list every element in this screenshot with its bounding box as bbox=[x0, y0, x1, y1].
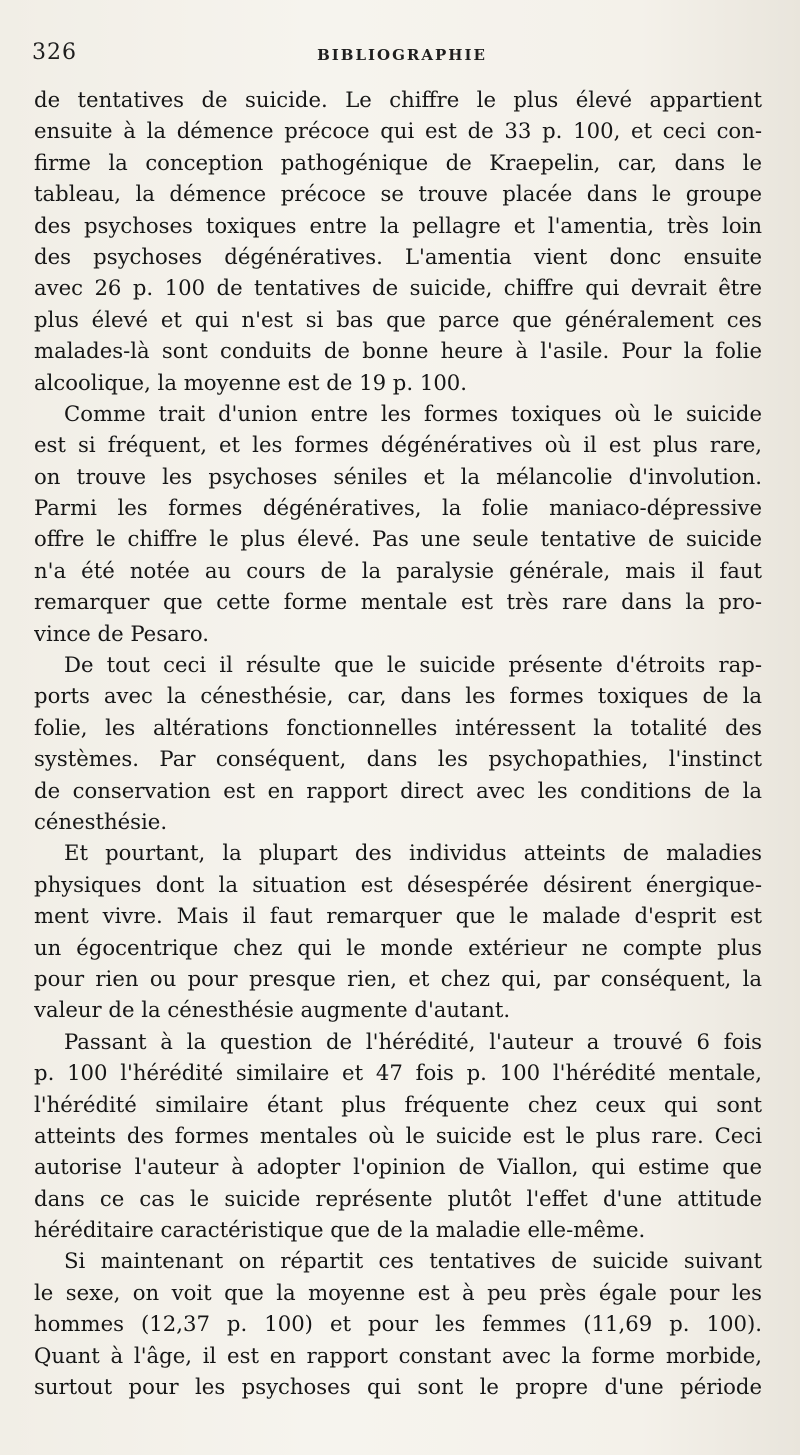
text-line: n'a été notée au cours de la paralysie générale, mais il faut bbox=[34, 557, 762, 583]
text-line: ment vivre. Mais il faut remarquer que le malade d'esprit est bbox=[34, 903, 762, 929]
text-line: dans ce cas le suicide représente plutôt l'effet d'une attitude bbox=[34, 1185, 762, 1211]
text-line: Comme trait d'union entre les formes toxiques où le suicide bbox=[64, 400, 762, 426]
text-line: des psychoses dégénératives. L'amentia vient donc ensuite bbox=[34, 243, 762, 269]
text-line: De tout ceci il résulte que le suicide présente d'étroits rap- bbox=[64, 652, 762, 678]
text-line: alcoolique, la moyenne est de 19 p. 100. bbox=[34, 369, 468, 395]
text-line: malades-là sont conduits de bonne heure à l'asile. Pour la folie bbox=[34, 338, 762, 364]
text-line: des psychoses toxiques entre la pellagre et l'amentia, très loin bbox=[34, 212, 762, 238]
text-line: ensuite à la démence précoce qui est de 33 p. 100, et ceci con- bbox=[34, 118, 762, 144]
text-line: surtout pour les psychoses qui sont le propre d'une période bbox=[34, 1374, 762, 1400]
text-line: avec 26 p. 100 de tentatives de suicide, chiffre qui devrait être bbox=[34, 275, 762, 301]
text-line: systèmes. Par conséquent, dans les psychopathies, l'instinct bbox=[34, 746, 762, 772]
text-line: hommes (12,37 p. 100) et pour les femmes (11,69 p. 100). bbox=[34, 1311, 762, 1337]
text-line: plus élevé et qui n'est si bas que parce que généralement ces bbox=[34, 306, 762, 332]
text-line: valeur de la cénesthésie augmente d'autant. bbox=[34, 997, 511, 1023]
text-line: autorise l'auteur à adopter l'opinion de Viallon, qui estime que bbox=[34, 1154, 762, 1180]
text-line: vince de Pesaro. bbox=[34, 620, 209, 646]
text-line: firme la conception pathogénique de Kraepelin, car, dans le bbox=[34, 149, 762, 175]
text-line: de conservation est en rapport direct avec les conditions de la bbox=[34, 777, 762, 803]
text-line: cénesthésie. bbox=[34, 808, 168, 834]
text-line: on trouve les psychoses séniles et la mélancolie d'involution. bbox=[34, 463, 762, 489]
text-line: le sexe, on voit que la moyenne est à peu près égale pour les bbox=[34, 1279, 762, 1305]
text-line: pour rien ou pour presque rien, et chez qui, par conséquent, la bbox=[34, 965, 762, 991]
text-line: de tentatives de suicide. Le chiffre le plus élevé appartient bbox=[34, 87, 762, 112]
text-line: Parmi les formes dégénératives, la folie maniaco-dépressive bbox=[34, 495, 762, 521]
text-line: héréditaire caractéristique que de la maladie elle-même. bbox=[34, 1217, 646, 1243]
page-header bbox=[32, 40, 772, 76]
text-line: atteints des formes mentales où le suicide est le plus rare. Ceci bbox=[34, 1122, 762, 1148]
text-line: offre le chiffre le plus élevé. Pas une seule tentative de suicide bbox=[34, 526, 762, 552]
text-line: Si maintenant on répartit ces tentatives de suicide suivant bbox=[64, 1248, 762, 1274]
text-line: tableau, la démence précoce se trouve placée dans le groupe bbox=[34, 181, 762, 207]
text-line: folie, les altérations fonctionnelles intéressent la totalité des bbox=[34, 714, 762, 740]
text-line: un égocentrique chez qui le monde extérieur ne compte plus bbox=[34, 934, 762, 960]
text-line: Passant à la question de l'hérédité, l'auteur a trouvé 6 fois bbox=[64, 1028, 762, 1054]
text-line: ports avec la cénesthésie, car, dans les formes toxiques de la bbox=[34, 683, 762, 709]
text-line: remarquer que cette forme mentale est très rare dans la pro- bbox=[34, 589, 762, 615]
body-text bbox=[34, 84, 762, 1402]
text-line: p. 100 l'hérédité similaire et 47 fois p. 100 l'hérédité mentale, bbox=[34, 1060, 762, 1086]
page-number: 326 bbox=[32, 40, 77, 65]
text-line: est si fréquent, et les formes dégénératives où il est plus rare, bbox=[34, 432, 762, 458]
running-head: BIBLIOGRAPHIE bbox=[317, 46, 487, 64]
text-line: Et pourtant, la plupart des individus atteints de maladies bbox=[64, 840, 762, 866]
text-line: physiques dont la situation est désespérée désirent énergique- bbox=[34, 871, 762, 897]
text-line: l'hérédité similaire étant plus fréquente chez ceux qui sont bbox=[34, 1091, 762, 1117]
text-line: Quant à l'âge, il est en rapport constant avec la forme morbide, bbox=[34, 1342, 762, 1368]
